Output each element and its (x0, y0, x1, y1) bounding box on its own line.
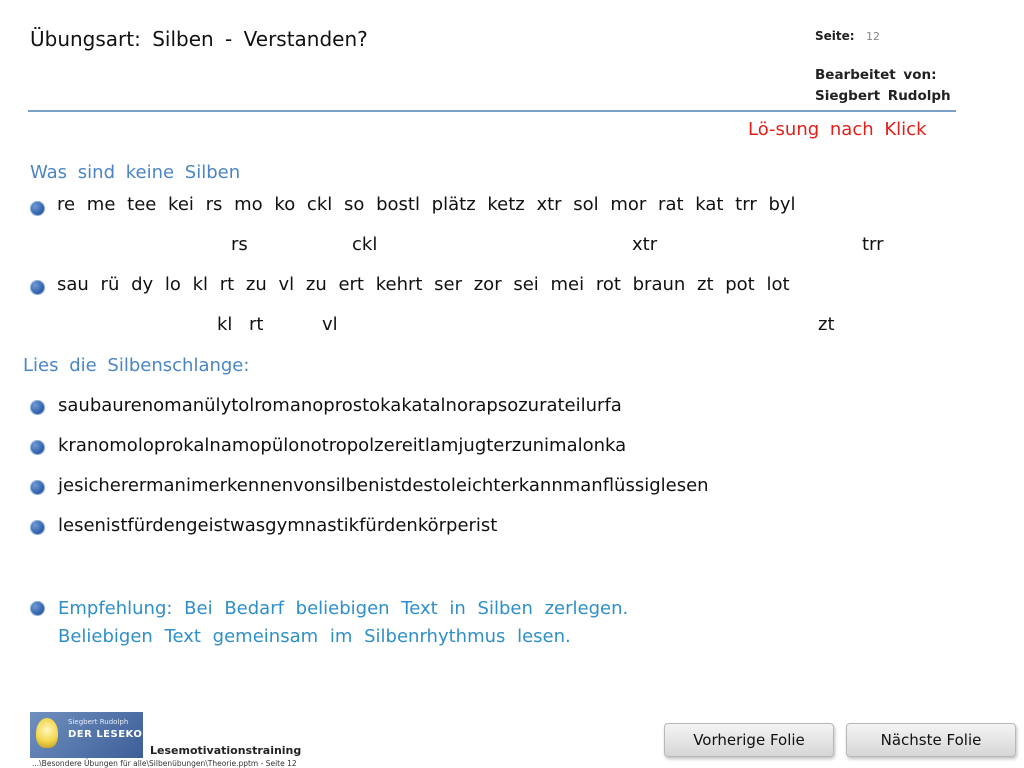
answer-row2-1: kl (217, 314, 233, 335)
edited-by-label: Bearbeitet von: (815, 67, 937, 83)
solution-hint[interactable]: Lö-sung nach Klick (748, 119, 927, 140)
bullet-icon (30, 480, 45, 495)
answer-row1-2: ckl (352, 234, 378, 255)
lightbulb-icon (36, 718, 58, 748)
recommendation-line-1: Empfehlung: Bei Bedarf beliebigen Text in Silben zerlegen. (58, 598, 629, 619)
page-title: Übungsart: Silben - Verstanden? (30, 27, 368, 51)
section-heading-syllable-snake: Lies die Silbenschlange: (23, 355, 250, 376)
section-heading-no-syllables: Was sind keine Silben (30, 162, 241, 183)
answer-row1-3: xtr (632, 234, 658, 255)
bullet-icon (30, 601, 45, 616)
answer-row1-4: trr (862, 234, 884, 255)
lesekoch-logo (30, 712, 160, 758)
syllable-snake-2: kranomoloprokalnamopülonotropolzereitlamjugterzunimalonka (58, 435, 627, 456)
bullet-icon (30, 440, 45, 455)
syllable-snake-1: saubaurenomanülytolromanoprostokakatalnorapsozurateilurfa (58, 395, 622, 416)
answer-row2-3: vl (322, 314, 338, 335)
bullet-icon (30, 280, 45, 295)
page-number: 12 (866, 30, 880, 43)
recommendation (58, 595, 628, 651)
syllable-row-1: re me tee kei rs mo ko ckl so bostl plätz ketz xtr sol mor rat kat trr byl (57, 194, 796, 215)
answer-row1-1: rs (231, 234, 248, 255)
logo-author: Siegbert Rudolph (68, 718, 129, 726)
file-path: ...\Besondere Übungen für alle\Silbenübungen\Theorie.pptm - Seite 12 (32, 759, 297, 768)
syllable-snake-3: jesicherermanimerkennenvonsilbenistdestoleichterkannmanflüssiglesen (58, 475, 709, 496)
bullet-icon (30, 400, 45, 415)
previous-slide-button[interactable]: Vorherige Folie (664, 723, 834, 757)
header-divider (28, 110, 956, 112)
syllable-row-2: sau rü dy lo kl rt zu vl zu ert kehrt ser zor sei mei rot braun zt pot lot (57, 274, 790, 295)
next-slide-button[interactable]: Nächste Folie (846, 723, 1016, 757)
answer-row2-4: zt (818, 314, 835, 335)
bullet-icon (30, 201, 45, 216)
bullet-icon (30, 520, 45, 535)
footer-label: Lesemotivationstraining (150, 744, 302, 757)
edited-by-name: Siegbert Rudolph (815, 88, 951, 104)
recommendation-line-2: Beliebigen Text gemeinsam im Silbenrhythmus lesen. (58, 626, 571, 647)
logo-title: DER LESEKOCH (68, 729, 160, 740)
answer-row2-2: rt (249, 314, 264, 335)
syllable-snake-4: lesenistfürdengeistwasgymnastikfürdenkörperist (58, 515, 498, 536)
page-label: Seite: (815, 29, 855, 43)
